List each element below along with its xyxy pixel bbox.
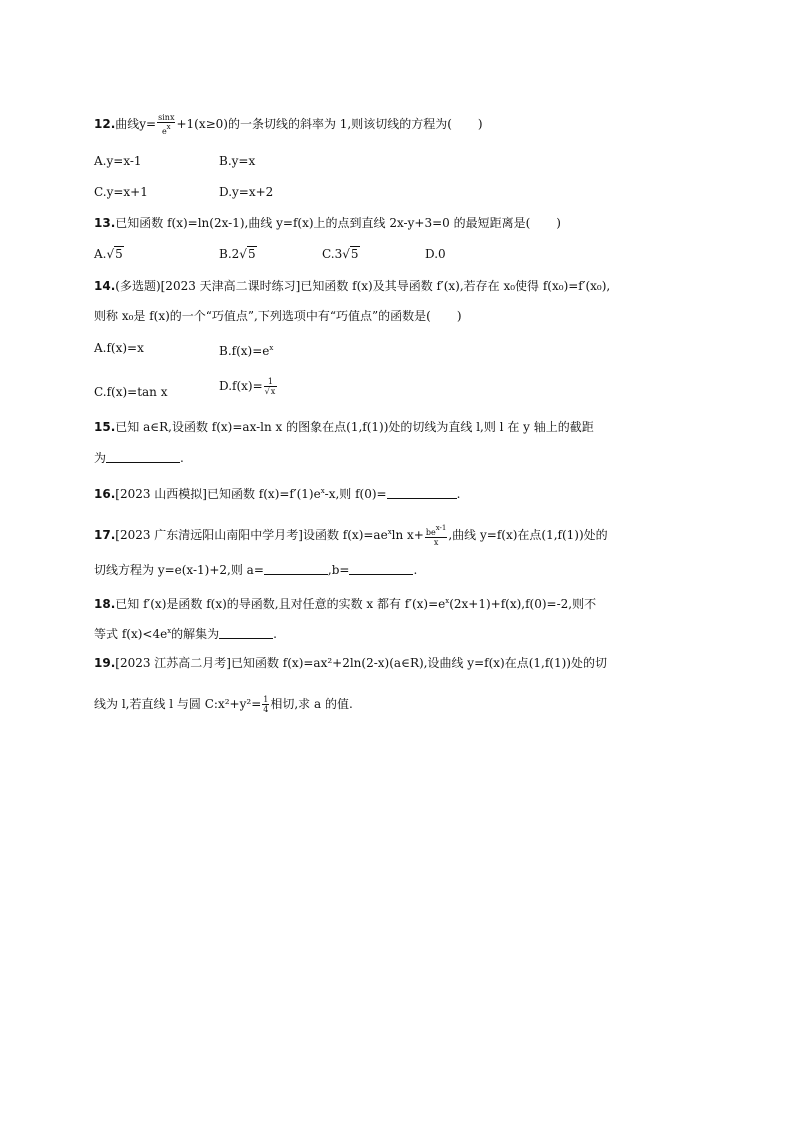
option-label: B.f(x)=e — [219, 344, 270, 358]
question-text: 曲线 — [115, 117, 140, 131]
question-text: . — [413, 563, 418, 577]
question-text: ,b= — [327, 563, 350, 577]
fraction-numerator: 1 — [263, 695, 269, 704]
answer-paren: ) — [556, 216, 561, 230]
question-text: 相切,求 a 的值. — [270, 697, 353, 711]
fraction — [157, 113, 175, 136]
question-17-line-2 — [94, 562, 417, 578]
radicand: 5 — [115, 247, 123, 261]
answer-blank[interactable] — [106, 450, 180, 463]
fraction-numerator: 1 — [264, 377, 278, 387]
option-d: D.0 — [425, 247, 446, 261]
question-17 — [94, 524, 608, 547]
radicand: x — [270, 387, 276, 396]
question-text: 已知函数 f(x)=ln(2x-1),曲线 y=f(x)上的点到直线 2x-y+3=0 的最短距离是( — [115, 216, 531, 230]
question-text: 已知 a∈R,设函数 f(x)=ax-ln x 的图象在点(1,f(1))处的切线为直线 l,则 l 在 y 轴上的截距 — [115, 420, 594, 434]
option-d: D.y=x+2 — [219, 185, 274, 199]
question-text: 线为 l,若直线 l 与圆 C:x²+y²= — [94, 697, 262, 711]
fraction-denominator — [157, 123, 175, 136]
option-label: C.3 — [322, 247, 343, 261]
answer-paren: ) — [477, 117, 483, 131]
exponent: x — [269, 344, 274, 352]
question-text: (多选题)[2023 天津高二课时练习]已知函数 f(x)及其导函数 f′(x),若存在 x₀使得 f(x₀)=f′(x₀), — [115, 279, 611, 293]
option-b: B.y=x — [219, 154, 256, 168]
option-label: D.f(x)= — [219, 379, 263, 393]
option-a: A.f(x)=x — [94, 341, 144, 355]
answer-blank-b[interactable] — [349, 562, 413, 575]
option-b — [219, 340, 273, 359]
question-text: [2023 江苏高二月考]已知函数 f(x)=ax²+2ln(2-x)(a∈R),设曲线 y=f(x)在点(1,f(1))处的切 — [115, 656, 607, 670]
question-12 — [94, 113, 483, 136]
question-text: 已知 f′(x)是函数 f(x)的导函数,且对任意的实数 x 都有 f′(x)=e — [115, 597, 446, 611]
answer-blank-a[interactable] — [264, 562, 328, 575]
question-19-line-2 — [94, 695, 353, 714]
question-14 — [94, 278, 610, 294]
question-16 — [94, 483, 460, 502]
question-text: . — [180, 451, 184, 465]
question-15 — [94, 419, 594, 435]
question-number: 16. — [94, 487, 116, 501]
question-text: [2023 山西模拟]已知函数 f(x)=f′(1)e — [115, 487, 321, 501]
fraction — [425, 524, 448, 547]
option-label: A. — [94, 247, 107, 261]
radicand: 5 — [247, 247, 256, 261]
question-text: [2023 广东清远阳山南阳中学月考]设函数 f(x)=ae — [115, 528, 388, 542]
question-text: 切线方程为 y=e(x-1)+2,则 a= — [94, 563, 264, 577]
exponent: x — [320, 487, 325, 495]
question-text: . — [456, 487, 461, 501]
question-number: 13. — [94, 216, 116, 230]
answer-paren: ) — [456, 309, 462, 323]
question-text: -x,则 f(0)= — [324, 487, 387, 501]
fraction-denominator: x — [433, 538, 439, 547]
answer-blank[interactable] — [387, 486, 457, 499]
option-d — [219, 377, 278, 396]
fraction-numerator-base: be — [425, 528, 436, 537]
question-19 — [94, 655, 607, 671]
question-number: 18. — [94, 597, 116, 611]
question-text: ,曲线 y=f(x)在点(1,f(1))处的 — [448, 528, 608, 542]
fraction-denominator-base: e — [161, 127, 167, 136]
option-a: A.√5 — [94, 247, 123, 261]
exponent: x-1 — [435, 524, 447, 532]
radicand: 5 — [350, 247, 359, 261]
question-number: 14. — [94, 279, 116, 293]
option-c: C.y=x+1 — [94, 185, 148, 199]
option-label: B.2 — [219, 247, 240, 261]
fraction — [264, 377, 278, 396]
answer-blank[interactable] — [219, 626, 273, 639]
question-text: . — [273, 627, 277, 641]
question-15-line-2 — [94, 450, 184, 466]
question-text: y= — [139, 117, 157, 131]
question-text: 等式 f(x)<4e — [94, 627, 168, 641]
question-text: 则称 x₀是 f(x)的一个“巧值点”,下列选项中有“巧值点”的函数是( — [94, 309, 431, 323]
question-text: 为 — [94, 451, 107, 465]
option-a: A.y=x-1 — [94, 154, 142, 168]
exponent: x — [387, 528, 392, 536]
question-13 — [94, 215, 561, 231]
question-number: 19. — [94, 656, 116, 670]
question-text: (2x+1)+f(x),f(0)=-2,则不 — [449, 597, 597, 611]
question-number: 12. — [94, 117, 116, 131]
question-number: 17. — [94, 528, 116, 542]
exponent: x — [167, 627, 172, 635]
fraction-denominator: √x — [264, 387, 276, 396]
fraction-denominator: 4 — [263, 705, 269, 714]
option-c: C.3√5 — [322, 247, 359, 261]
fraction — [262, 695, 269, 714]
question-14-line-2 — [94, 308, 462, 324]
fraction-numerator: sinx — [158, 113, 175, 122]
option-c: C.f(x)=tan x — [94, 385, 168, 399]
question-text: 的解集为 — [171, 627, 220, 641]
question-18-line-2 — [94, 623, 277, 642]
fraction-numerator — [425, 524, 448, 538]
exponent: x — [166, 123, 171, 131]
question-18 — [94, 593, 596, 612]
option-b: B.2√5 — [219, 247, 256, 261]
question-text: ln x+ — [391, 528, 424, 542]
exponent: x — [445, 597, 450, 605]
question-number: 15. — [94, 420, 116, 434]
question-text: +1(x≥0)的一条切线的斜率为 1,则该切线的方程为( — [176, 117, 452, 131]
